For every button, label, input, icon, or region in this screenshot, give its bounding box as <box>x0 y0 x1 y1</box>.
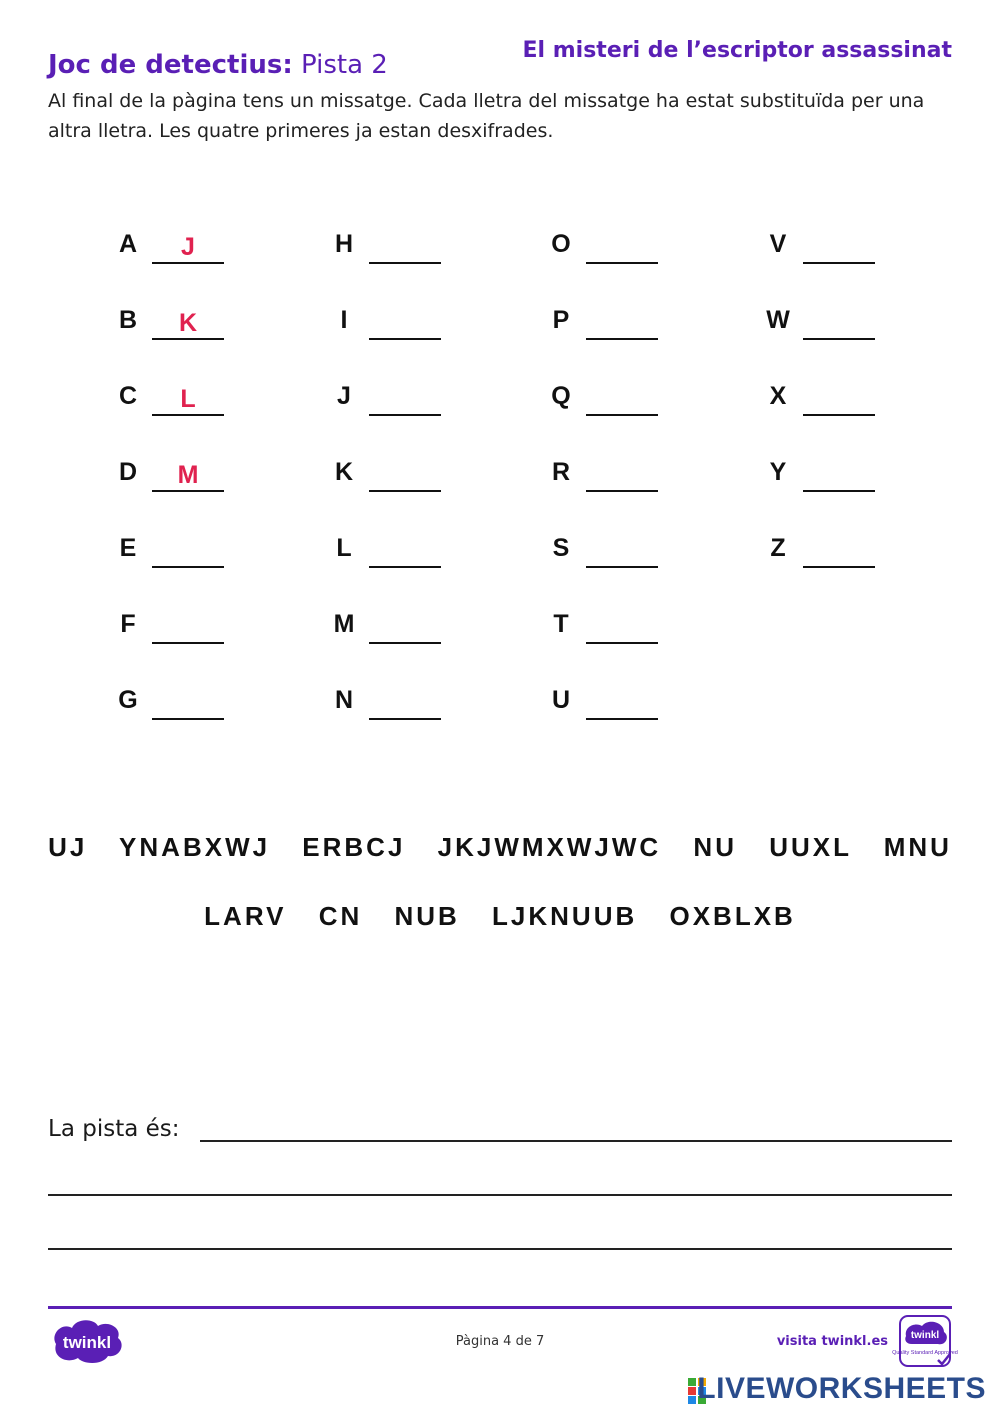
cipher-letter: X <box>769 382 787 410</box>
cipher-letter: R <box>551 458 571 486</box>
cipher-letter: T <box>553 610 569 638</box>
visit-link[interactable]: visita twinkl.es <box>776 1334 888 1349</box>
title-rest: Pista 2 <box>292 50 388 80</box>
cipher-answer-blank[interactable] <box>369 308 441 340</box>
cipher-letter: C <box>118 382 138 410</box>
cipher-letter: H <box>334 230 354 258</box>
cipher-answer-blank[interactable] <box>586 384 658 416</box>
cipher-answer-blank[interactable] <box>586 308 658 340</box>
cipher-letter: J <box>337 382 351 410</box>
cipher-letter: K <box>334 458 354 486</box>
cipher-letter: U <box>551 686 571 714</box>
cipher-letter: Q <box>551 382 571 410</box>
cipher-letter: Y <box>769 458 787 486</box>
cipher-answer-blank[interactable] <box>586 688 658 720</box>
cipher-answer-blank[interactable] <box>586 612 658 644</box>
cipher-answer-blank[interactable]: K <box>152 308 224 340</box>
instructions: Al final de la pàgina tens un missatge. Cada lletra del missatge ha estat substituïda per una altra lletra. Les quatre primeres ja estan desxifrades. <box>48 90 925 142</box>
cipher-answer-blank[interactable] <box>369 688 441 720</box>
cipher-answer-blank[interactable] <box>152 612 224 644</box>
cipher-answer-blank[interactable] <box>369 536 441 568</box>
page-number: Pàgina 4 de 7 <box>455 1334 545 1349</box>
cipher-letter: Z <box>770 534 786 562</box>
cipher-answer-blank[interactable]: M <box>152 460 224 492</box>
cipher-answer-blank[interactable] <box>152 688 224 720</box>
clue-answer-line-2[interactable] <box>48 1174 952 1196</box>
cipher-answer-blank[interactable] <box>803 232 875 264</box>
coded-message-line-1: UJ YNABXWJ ERBCJ JKJWMXWJWC NU UUXL MNU <box>48 832 952 862</box>
clue-answer-line-3[interactable] <box>48 1228 952 1250</box>
badge-top-text: twinkl <box>910 1330 940 1341</box>
cipher-letter: W <box>766 306 790 334</box>
cipher-letter: B <box>118 306 138 334</box>
cipher-answer-blank[interactable] <box>803 308 875 340</box>
badge-bottom-text: Quality Standard Approved <box>892 1350 958 1356</box>
cipher-letter: I <box>340 306 348 334</box>
clue-label: La pista és: <box>48 1116 180 1142</box>
cipher-answer-blank[interactable] <box>803 460 875 492</box>
twinkl-logo-text: twinkl <box>62 1333 112 1352</box>
cipher-answer-blank[interactable] <box>369 460 441 492</box>
cipher-letter: S <box>552 534 570 562</box>
cipher-answer-blank[interactable] <box>369 612 441 644</box>
quality-badge-icon <box>892 1314 958 1370</box>
cipher-letter: F <box>120 610 136 638</box>
cipher-answer-blank[interactable]: L <box>152 384 224 416</box>
cipher-letter: L <box>336 534 352 562</box>
cipher-answer-blank[interactable] <box>369 384 441 416</box>
cipher-answer-blank[interactable]: J <box>152 232 224 264</box>
cipher-letter: E <box>119 534 137 562</box>
title-bold: Joc de detectius: <box>48 50 293 80</box>
liveworksheets-brand: LIVEWORKSHEETS <box>697 1372 986 1405</box>
cipher-letter: G <box>118 686 138 714</box>
coded-message-line-2: LARV CN NUB LJKNUUB OXBLXB <box>204 901 796 931</box>
worksheet-title <box>48 50 388 80</box>
cipher-answer-blank[interactable] <box>803 536 875 568</box>
cipher-answer-blank[interactable] <box>803 384 875 416</box>
clue-answer-line-1[interactable] <box>200 1120 952 1142</box>
cipher-letter: A <box>118 230 138 258</box>
cipher-letter: M <box>333 610 355 638</box>
cipher-letter: D <box>118 458 138 486</box>
cipher-answer-blank[interactable] <box>586 460 658 492</box>
cipher-answer-blank[interactable] <box>369 232 441 264</box>
cipher-answer-blank[interactable] <box>152 536 224 568</box>
cipher-letter: P <box>552 306 570 334</box>
cipher-letter: O <box>551 230 571 258</box>
cipher-letter: N <box>334 686 354 714</box>
cipher-answer-blank[interactable] <box>586 536 658 568</box>
cipher-letter: V <box>769 230 787 258</box>
footer-divider <box>48 1306 952 1309</box>
cipher-answer-blank[interactable] <box>586 232 658 264</box>
series-title: El misteri de l’escriptor assassinat <box>522 38 952 63</box>
